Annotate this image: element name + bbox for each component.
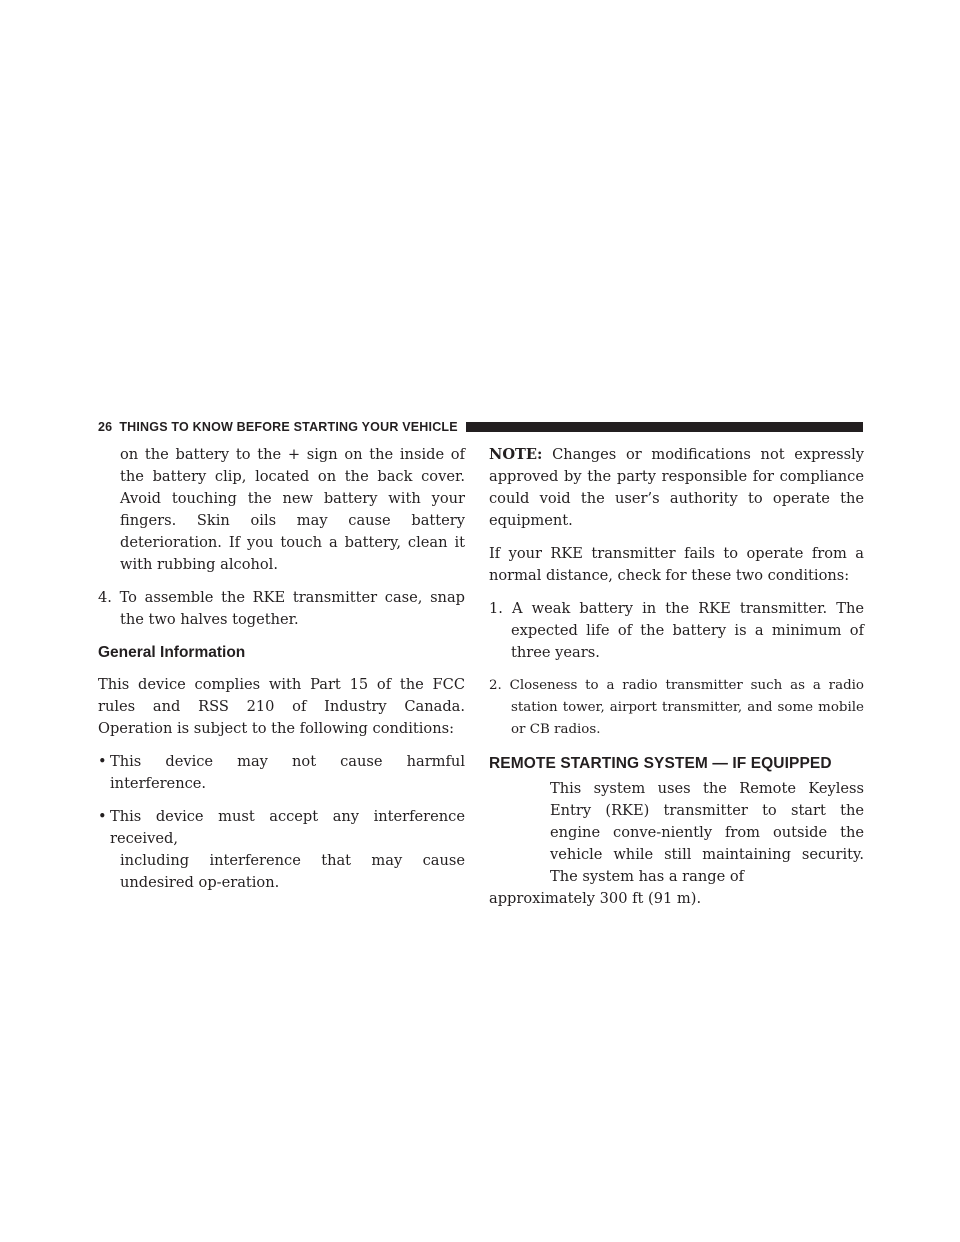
remote-starting-paragraph: This system uses the Remote Keyless Entry (RKE) transmitter to start the engine conve-niently from outside the vehicle while still maintaining security. The system has a range of <box>550 780 864 886</box>
continued-paragraph: on the battery to the + sign on the inside of the battery clip, located on the back cover. Avoid touching the new battery with your fingers. Skin oils may cause battery deterioration. If you touch a battery, clean it with rubbing alcohol. <box>120 446 465 573</box>
condition-1: 1. A weak battery in the RKE transmitter. The expected life of the battery is a minimum of three years. <box>489 600 864 661</box>
page-number: 26 <box>98 420 113 434</box>
bullet-text-line: This device must accept any interference received, <box>110 808 465 847</box>
note-paragraph <box>489 444 864 532</box>
left-column <box>98 444 465 894</box>
bullet-text: This device may not cause harmful interference. <box>110 753 465 792</box>
remote-starting-heading: REMOTE STARTING SYSTEM — IF EQUIPPED <box>489 755 832 773</box>
running-title: THINGS TO KNOW BEFORE STARTING YOUR VEHICLE <box>119 420 458 434</box>
running-header <box>98 418 863 436</box>
list-item <box>98 806 465 894</box>
remote-starting-paragraph-end: approximately 300 ft (91 m). <box>489 890 702 908</box>
right-column <box>489 444 864 910</box>
bullet-icon: • <box>98 808 107 825</box>
condition-2: 2. Closeness to a radio transmitter such as a radio station tower, airport transmitter, and some mobile or CB radios. <box>489 678 864 737</box>
bullet-text-continuation: including interference that may cause undesired op-eration. <box>120 852 465 891</box>
list-item <box>98 751 465 795</box>
conditions-intro: If your RKE transmitter fails to operate from a normal distance, check for these two conditions: <box>489 545 864 584</box>
bullet-icon: • <box>98 753 107 770</box>
fcc-intro-paragraph: This device complies with Part 15 of the FCC rules and RSS 210 of Industry Canada. Operation is subject to the following conditions: <box>98 676 465 737</box>
general-information-heading: General Information <box>98 644 246 661</box>
note-text: Changes or modifications not expressly approved by the party responsible for compliance could void the user’s authority to operate the equipment. <box>489 446 865 529</box>
step-4: 4. To assemble the RKE transmitter case, snap the two halves together. <box>98 589 465 628</box>
bullet-text <box>108 806 465 894</box>
note-label: NOTE: <box>489 446 543 463</box>
header-rule <box>466 422 863 432</box>
